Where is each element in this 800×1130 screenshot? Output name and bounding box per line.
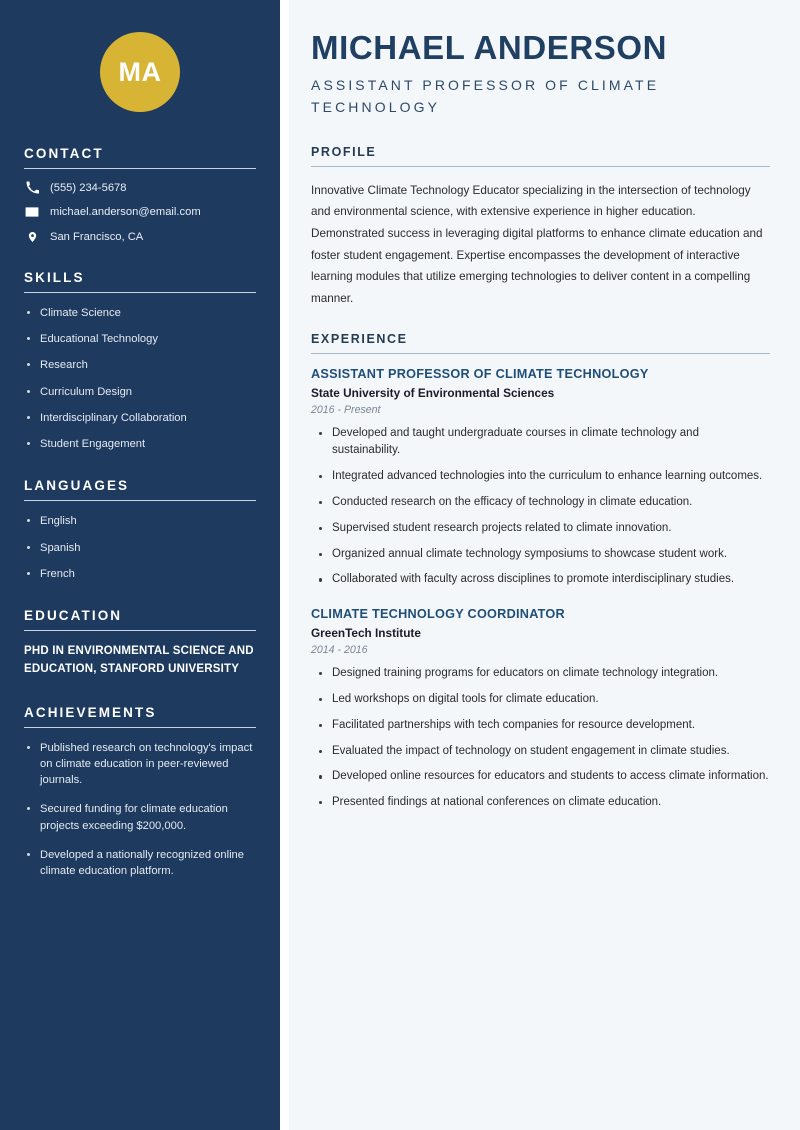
sidebar [0, 0, 280, 1130]
list-item: Interdisciplinary Collaboration [24, 410, 256, 426]
education-entry: PHD IN ENVIRONMENTAL SCIENCE AND EDUCATION, STANFORD UNIVERSITY [24, 645, 254, 675]
list-item: Developed a nationally recognized online climate education platform. [24, 847, 256, 879]
contact-divider [24, 168, 256, 169]
list-item: Evaluated the impact of technology on student engagement in climate studies. [311, 743, 770, 761]
profile-divider [311, 166, 770, 167]
experience-heading: EXPERIENCE [311, 331, 408, 346]
profile-text: Innovative Climate Technology Educator specializing in the intersection of technology and environmental science, with extensive experience in higher education. Demonstrated success in leveraging digital platforms to enhance climate education and foster student engagement. Expertise encompasses the development of interactive learning modules that utilize emerging technologies to deliver content in a compelling manner. [311, 183, 763, 305]
experience-divider [311, 353, 770, 354]
experience-bullet-list [311, 665, 770, 812]
skills-list [24, 305, 256, 452]
languages-divider [24, 500, 256, 501]
professional-title: ASSISTANT PROFESSOR OF CLIMATE TECHNOLOGY [311, 77, 660, 115]
achievements-divider [24, 727, 256, 728]
experience-bullet-list [311, 425, 770, 590]
list-item: Facilitated partnerships with tech companies for resource development. [311, 717, 770, 735]
languages-section [24, 478, 256, 582]
achievements-section [24, 705, 256, 880]
avatar: MA [100, 32, 180, 112]
list-item: Research [24, 357, 256, 373]
list-item: Designed training programs for educators on climate technology integration. [311, 665, 770, 683]
profile-heading: PROFILE [311, 144, 377, 159]
contact-section [24, 146, 256, 244]
list-item: Curriculum Design [24, 384, 256, 400]
education-section [24, 608, 256, 679]
contact-item-phone[interactable] [24, 181, 256, 194]
experience-section [311, 332, 770, 813]
experience-company: GreenTech Institute [311, 626, 421, 641]
experience-job-title: CLIMATE TECHNOLOGY COORDINATOR [311, 607, 565, 622]
list-item: Supervised student research projects related to climate innovation. [311, 520, 770, 538]
experience-entry [311, 367, 770, 590]
list-item: Developed and taught undergraduate courses in climate technology and sustainability. [311, 425, 770, 461]
list-item: Collaborated with faculty across disciplines to promote interdisciplinary studies. [311, 571, 770, 589]
experience-job-title: ASSISTANT PROFESSOR OF CLIMATE TECHNOLOGY [311, 366, 649, 381]
experience-entry [311, 607, 770, 812]
phone-icon [24, 181, 40, 194]
list-item: English [24, 513, 256, 529]
languages-heading: LANGUAGES [24, 478, 130, 494]
experience-company: State University of Environmental Sciences [311, 385, 555, 400]
skills-heading: SKILLS [24, 270, 85, 285]
location-pin-icon [24, 230, 40, 244]
experience-dates: 2014 - 2016 [311, 644, 368, 657]
list-item: Presented findings at national conferences on climate education. [311, 794, 770, 812]
email-icon [24, 205, 40, 219]
contact-item-location[interactable] [24, 230, 256, 244]
avatar-container [24, 0, 256, 146]
list-item: Conducted research on the efficacy of technology in climate education. [311, 494, 770, 512]
list-item: Integrated advanced technologies into the curriculum to enhance learning outcomes. [311, 468, 770, 486]
contact-phone-value: (555) 234-5678 [50, 181, 127, 194]
education-heading: EDUCATION [24, 608, 123, 624]
contact-email-value: michael.anderson@email.com [50, 206, 201, 218]
skills-section [24, 270, 256, 452]
list-item: Secured funding for climate education projects exceeding $200,000. [24, 801, 256, 833]
list-item: Led workshops on digital tools for climate education. [311, 691, 770, 709]
column-gap [280, 0, 289, 1130]
list-item: Climate Science [24, 305, 256, 321]
page-title: MICHAEL ANDERSON [311, 29, 668, 66]
contact-location-value: San Francisco, CA [50, 231, 144, 243]
contact-heading: CONTACT [24, 146, 104, 161]
list-item: Educational Technology [24, 331, 256, 347]
list-item: Organized annual climate technology symposiums to showcase student work. [311, 546, 770, 564]
profile-section [311, 145, 770, 310]
main-content [289, 0, 800, 1130]
list-item: Published research on technology's impact on climate education in peer-reviewed journals. [24, 740, 256, 789]
education-divider [24, 630, 256, 631]
skills-divider [24, 292, 256, 293]
list-item: French [24, 566, 256, 582]
list-item: Spanish [24, 540, 256, 556]
experience-dates: 2016 - Present [311, 403, 381, 416]
languages-list [24, 513, 256, 582]
achievements-heading: ACHIEVEMENTS [24, 704, 157, 720]
contact-list [24, 181, 256, 244]
list-item: Developed online resources for educators and students to access climate information. [311, 768, 770, 786]
achievements-list [24, 740, 256, 880]
list-item: Student Engagement [24, 436, 256, 452]
contact-item-email[interactable] [24, 205, 256, 219]
